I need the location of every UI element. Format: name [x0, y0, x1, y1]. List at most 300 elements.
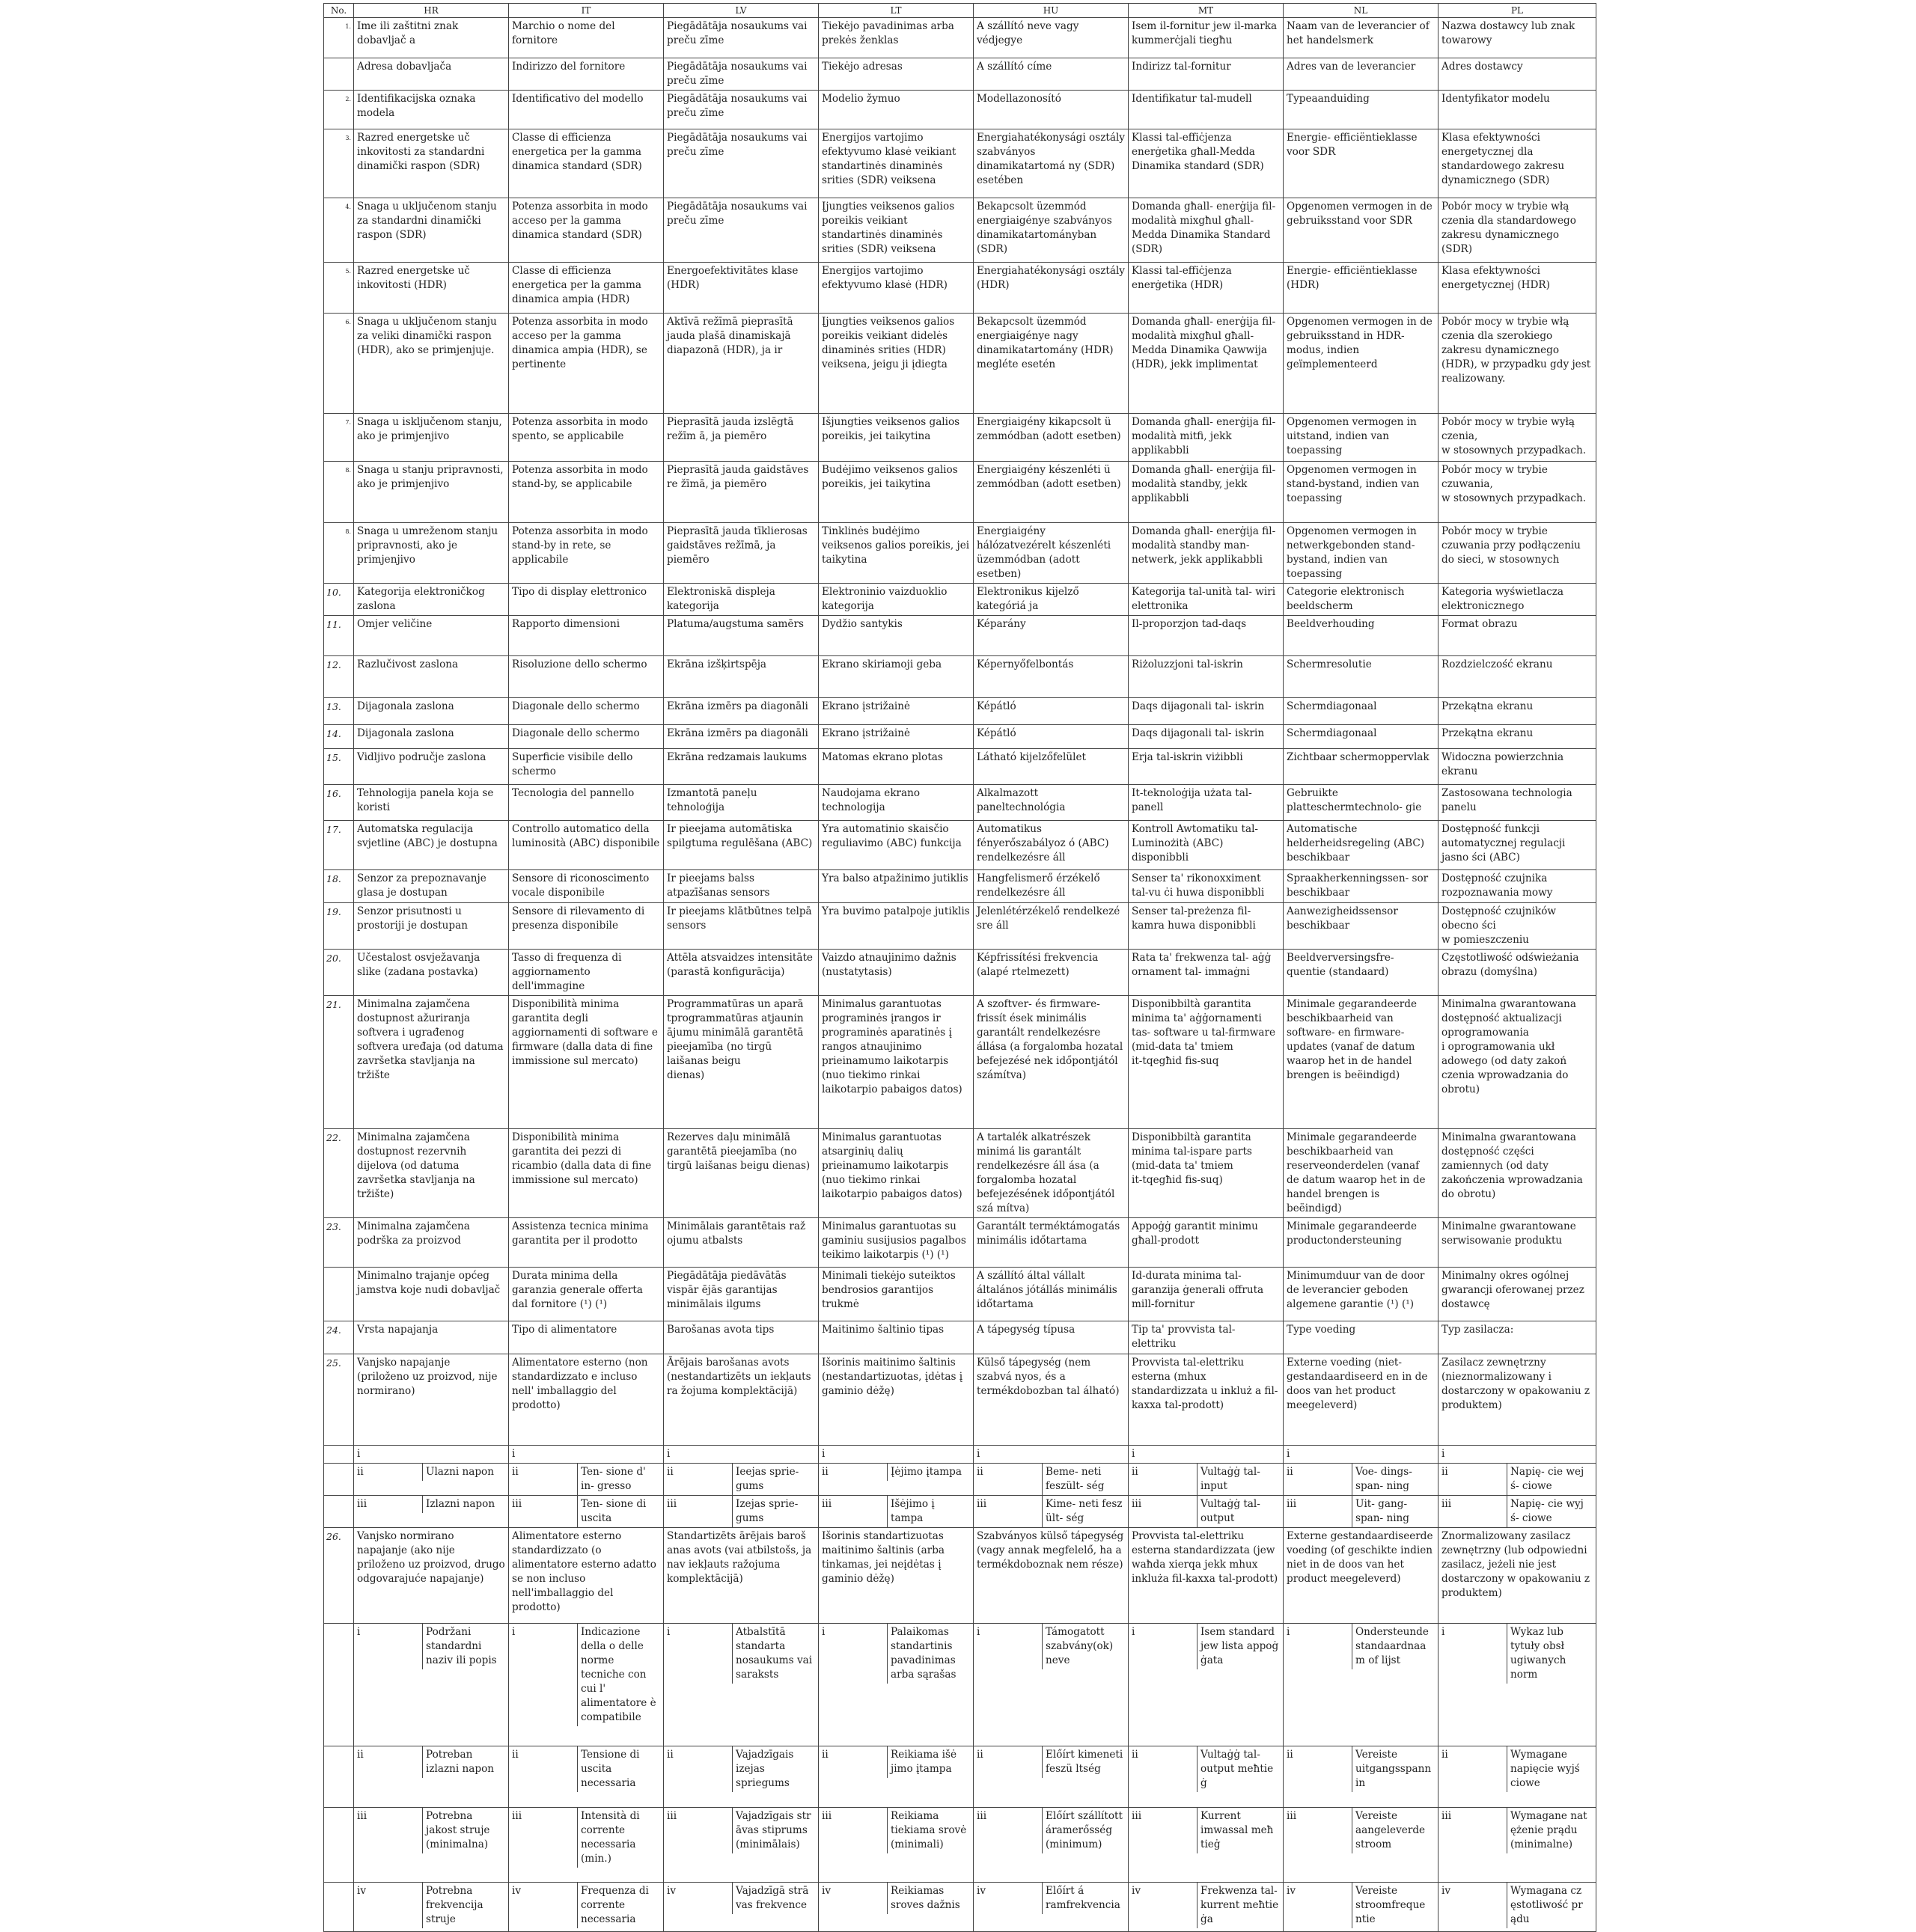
sub-label: Ondersteunde standaardnaa m of lijst — [1355, 1626, 1429, 1666]
sub-label: Uit- gang- span- ning — [1355, 1498, 1410, 1524]
cell-it: Marchio o nome del fornitore — [509, 18, 664, 58]
cell-lv-split — [664, 1883, 819, 1932]
row-number: 19. — [324, 903, 354, 950]
cell-pl: Pobór mocy w trybie czuwania, w stosownych przypadkach. — [1438, 462, 1596, 523]
row-number: 8. — [324, 462, 354, 523]
cell-hu: A szállító által vállalt általános jótállás minimális időtartama — [974, 1268, 1129, 1321]
row-number: 24. — [324, 1321, 354, 1354]
sub-label: Indicazione della o delle norme tecniche con cui l' alimentatore è compatibile — [581, 1626, 656, 1723]
header-lt: LT — [819, 4, 974, 18]
cell-lv-split — [664, 1746, 819, 1808]
cell-pl: Przekątna ekranu — [1438, 698, 1596, 725]
sub-index: i — [664, 1624, 733, 1684]
cell-hr: Snaga u uključenom stanju za veliki dinamički raspon (HDR), ako se primjenjuje. — [354, 314, 509, 414]
cell-nl: Categorie elektronisch beeldscherm — [1284, 584, 1438, 616]
sub-index: ii — [354, 1464, 423, 1481]
row-number — [324, 1883, 354, 1932]
cell-pl: Dostępność czujników obecno ści w pomieszczeniu — [1438, 903, 1596, 950]
cell-hu: Energiaigény kikapcsolt ü zemmódban (adott esetben) — [974, 414, 1129, 462]
cell-nl-split — [1284, 1883, 1438, 1932]
sub-index: iv — [664, 1883, 733, 1914]
cell-lv: Izmantotā paneļu tehnoloģija — [664, 785, 819, 821]
row-number — [324, 1464, 354, 1496]
sub-label: Izlazni napon — [426, 1498, 495, 1510]
cell-hr: Snaga u isključenom stanju, ako je primjenjivo — [354, 414, 509, 462]
cell-hr: Vanjsko napajanje (priloženo uz proizvod, nije normirano) — [354, 1354, 509, 1446]
sub-index: ii — [1284, 1464, 1352, 1495]
cell-lv: Piegādātāja piedāvātās vispār ējās garantijas minimālais ilgums — [664, 1268, 819, 1321]
table-row — [324, 725, 1596, 749]
cell-nl-split — [1284, 1496, 1438, 1528]
cell-pl-split — [1438, 1624, 1596, 1746]
sub-index: ii — [354, 1746, 423, 1778]
cell-lt: Tiekėjo adresas — [819, 58, 974, 91]
cell-hu: Képernyőfelbontás — [974, 656, 1129, 698]
cell-lv: Piegādātāja nosaukums vai preču zīme — [664, 58, 819, 91]
cell-it: Classe di efficienza energetica per la gamma dinamica ampia (HDR) — [509, 263, 664, 314]
cell-nl: Naam van de leverancier of het handelsmerk — [1284, 18, 1438, 58]
cell-it: Controllo automatico della luminosità (ABC) disponibile — [509, 821, 664, 870]
cell-hr: Vrsta napajanja — [354, 1321, 509, 1354]
table-row — [324, 903, 1596, 950]
sub-label: Napię- cie wej ś- ciowe — [1510, 1466, 1584, 1492]
table-row-sub — [324, 1464, 1596, 1496]
row-number: 15. — [324, 749, 354, 785]
cell-pl: Format obrazu — [1438, 616, 1596, 656]
sub-index: ii — [509, 1464, 578, 1495]
cell-lv: Ir pieejams balss atpazīšanas sensors — [664, 870, 819, 903]
cell-pl: Widoczna powierzchnia ekranu — [1438, 749, 1596, 785]
cell-hr-split — [354, 1464, 509, 1496]
cell-pl-split — [1438, 1883, 1596, 1932]
cell-hr: Tehnologija panela koja se koristi — [354, 785, 509, 821]
cell-pl-split — [1438, 1496, 1596, 1528]
cell-hu: Energiaigény készenléti ü zemmódban (adott esetben) — [974, 462, 1129, 523]
sub-label: Reikiama išė jimo įtampa — [891, 1749, 957, 1775]
cell-lt: Išjungties veiksenos galios poreikis, jei taikytina — [819, 414, 974, 462]
table-row — [324, 1129, 1596, 1218]
table-row — [324, 462, 1596, 523]
sub-index: iii — [1129, 1496, 1198, 1527]
sub-label: Vereiste stroomfreque ntie — [1355, 1885, 1426, 1925]
cell-mt-split — [1129, 1883, 1284, 1932]
cell-lv: Piegādātāja nosaukums vai preču zīme — [664, 91, 819, 129]
cell-lv-split — [664, 1464, 819, 1496]
cell-lt: Budėjimo veiksenos galios poreikis, jei taikytina — [819, 462, 974, 523]
cell-pl: Nazwa dostawcy lub znak towarowy — [1438, 18, 1596, 58]
row-number: 8. — [324, 523, 354, 584]
sub-label: Napię- cie wyj ś- ciowe — [1510, 1498, 1584, 1524]
cell-lv: Pieprasītā jauda gaidstāves re žīmā, ja piemēro — [664, 462, 819, 523]
cell-mt: Senser ta' rikonoxximent tal-vu ċi huwa disponibbli — [1129, 870, 1284, 903]
sub-label: Wymagane nat ężenie prądu (minimalne) — [1510, 1810, 1587, 1850]
cell-hu: Modellazonosító — [974, 91, 1129, 129]
cell-it: Diagonale dello schermo — [509, 725, 664, 749]
sub-index: iii — [819, 1808, 888, 1853]
cell-pl: Minimalna gwarantowana dostępność aktualizacji oprogramowania i oprogramowania ukł adowego (od daty zakoń czenia wprowadzania do obrotu) — [1438, 996, 1596, 1129]
cell-hu: Hangfelismerő érzékelő rendelkezésre áll — [974, 870, 1129, 903]
cell-nl: Minimale gegarandeerde productondersteuning — [1284, 1218, 1438, 1268]
cell-pl: Dostępność czujnika rozpoznawania mowy — [1438, 870, 1596, 903]
cell-hu: Képfrissítési frekvencia (alapé rtelmezett) — [974, 950, 1129, 996]
sub-index: iii — [1438, 1808, 1507, 1853]
cell-hr: Vidljivo područje zaslona — [354, 749, 509, 785]
sub-label: Ulazni napon — [426, 1466, 494, 1478]
cell-nl-split — [1284, 1808, 1438, 1883]
cell-hu: A szoftver- és firmware- frissít ések minimális garantált rendelkezésre állása (a forgalomba hozatal befejezésé nek időpontjától számítva) — [974, 996, 1129, 1129]
cell-nl: Energie- efficiëntieklasse voor SDR — [1284, 129, 1438, 198]
cell-hr-split — [354, 1496, 509, 1528]
cell-nl-i: i — [1284, 1446, 1438, 1464]
cell-hr: Minimalna zajamčena podrška za proizvod — [354, 1218, 509, 1268]
cell-hu-split — [974, 1883, 1129, 1932]
cell-nl: Opgenomen vermogen in uitstand, indien van toepassing — [1284, 414, 1438, 462]
sub-index: iv — [819, 1883, 888, 1914]
table-row-sub — [324, 1883, 1596, 1932]
sub-index: iv — [509, 1883, 578, 1928]
cell-mt: Tip ta' provvista tal- elettriku — [1129, 1321, 1284, 1354]
cell-mt-split — [1129, 1808, 1284, 1883]
cell-hu: Látható kijelzőfelület — [974, 749, 1129, 785]
table-row — [324, 263, 1596, 314]
cell-lt: Ekrano įstrižainė — [819, 698, 974, 725]
cell-nl: Adres van de leverancier — [1284, 58, 1438, 91]
cell-it: Sensore di riconoscimento vocale disponibile — [509, 870, 664, 903]
cell-lt: Minimali tiekėjo suteiktos bendrosios garantijos trukmė — [819, 1268, 974, 1321]
sub-label: Vajadzīgais str āvas stiprums (minimālais) — [736, 1810, 811, 1850]
cell-lt: Įjungties veiksenos galios poreikis veikiant didelės dinaminės srities (HDR) veiksena, jeigu ji įdiegta — [819, 314, 974, 414]
row-number: 12. — [324, 656, 354, 698]
cell-mt: It-teknoloġija użata tal- panell — [1129, 785, 1284, 821]
cell-lt: Yra balso atpažinimo jutiklis — [819, 870, 974, 903]
row-number: 21. — [324, 996, 354, 1129]
cell-hr: Razred energetske uč inkovitosti za standardni dinamički raspon (SDR) — [354, 129, 509, 198]
row-number: 14. — [324, 725, 354, 749]
cell-hr: Senzor za prepoznavanje glasa je dostupan — [354, 870, 509, 903]
cell-mt: Identifikatur tal-mudell — [1129, 91, 1284, 129]
cell-hu: A tartalék alkatrészek minimá lis garantált rendelkezésre áll ása (a forgalomba hozatal befejezésének időpontjától szá mítva) — [974, 1129, 1129, 1218]
cell-lv: Piegādātāja nosaukums vai preču zīme — [664, 129, 819, 198]
sub-label: Potreban izlazni napon — [426, 1749, 495, 1775]
cell-lt: Energijos vartojimo efektyvumo klasė veikiant standartinės dinaminės srities (SDR) veiksena — [819, 129, 974, 198]
sub-label: Ten- sione di uscita — [581, 1498, 647, 1524]
cell-mt-split — [1129, 1746, 1284, 1808]
cell-hu: Energiaigény hálózatvezérelt készenléti üzemmódban (adott esetben) — [974, 523, 1129, 584]
cell-hr: Snaga u umreženom stanju pripravnosti, ako je primjenjivo — [354, 523, 509, 584]
cell-hr-split — [354, 1746, 509, 1808]
cell-lt: Minimalus garantuotas atsarginių dalių prieinamumo laikotarpis (nuo tiekimo rinkai laikotarpio pabaigos datos) — [819, 1129, 974, 1218]
sub-label: Frekwenza tal-kurrent meħtie ġa — [1200, 1885, 1279, 1925]
header-mt: MT — [1129, 4, 1284, 18]
cell-mt: Rata ta' frekwenza tal- aġġ ornament tal- immaġni — [1129, 950, 1284, 996]
sub-index: iii — [1438, 1496, 1507, 1527]
sub-index: iv — [1438, 1883, 1507, 1928]
sub-label: Vultaġġ tal- output — [1200, 1498, 1260, 1524]
sub-index: i — [1129, 1624, 1198, 1669]
sub-index: iii — [509, 1496, 578, 1527]
sub-label: Ieejas sprie- gums — [736, 1466, 799, 1492]
cell-lv: Aktīvā režīmā pieprasītā jauda plašā dinamiskajā diapazonā (HDR), ja ir — [664, 314, 819, 414]
cell-lt: Išorinis standartizuotas maitinimo šaltinis (arba tinkamas, jei neįdėtas į gaminio dėžę) — [819, 1528, 974, 1624]
sub-label: Izejas sprie- gums — [736, 1498, 799, 1524]
cell-lt: Įjungties veiksenos galios poreikis veikiant standartinės dinaminės srities (SDR) veiksena — [819, 198, 974, 263]
sub-label: Potrebna frekvencija struje — [426, 1885, 483, 1925]
sub-label: Wymagane napięcie wyjś ciowe — [1510, 1749, 1580, 1789]
sub-label: Előírt szállított áramerősség (minimum) — [1046, 1810, 1123, 1850]
sub-label: Kime- neti fesz ült- ség — [1046, 1498, 1123, 1524]
cell-nl: Typeaanduiding — [1284, 91, 1438, 129]
cell-hu-split — [974, 1624, 1129, 1746]
table-row — [324, 91, 1596, 129]
cell-lt: Yra buvimo patalpoje jutiklis — [819, 903, 974, 950]
sub-index: iii — [354, 1808, 423, 1853]
cell-hu: Energiahatékonysági osztály (HDR) — [974, 263, 1129, 314]
cell-lt-split — [819, 1464, 974, 1496]
cell-mt: Domanda għall- enerġija fil-modalità standby man-netwerk, jekk applikabbli — [1129, 523, 1284, 584]
cell-hr: Senzor prisutnosti u prostoriji je dostupan — [354, 903, 509, 950]
cell-it: Potenza assorbita in modo spento, se applicabile — [509, 414, 664, 462]
cell-hu: Képátló — [974, 698, 1129, 725]
sub-label: Vultaġġ tal-output meħtie ġ — [1200, 1749, 1274, 1789]
cell-nl: Schermdiagonaal — [1284, 698, 1438, 725]
cell-nl: Opgenomen vermogen in de gebruiksstand voor SDR — [1284, 198, 1438, 263]
sub-index: iii — [974, 1808, 1043, 1853]
cell-nl: Energie- efficiëntieklasse (HDR) — [1284, 263, 1438, 314]
cell-nl: Zichtbaar schermoppervlak — [1284, 749, 1438, 785]
sub-label: Frequenza di corrente necessaria — [581, 1885, 649, 1925]
row-number: 17. — [324, 821, 354, 870]
cell-pl: Minimalna gwarantowana dostępność części zamiennych (od daty zakończenia wprowadzania do obrotu) — [1438, 1129, 1596, 1218]
row-number: 11. — [324, 616, 354, 656]
cell-it: Tecnologia del pannello — [509, 785, 664, 821]
cell-nl: Beeldverhouding — [1284, 616, 1438, 656]
cell-it: Potenza assorbita in modo stand-by in rete, se applicabile — [509, 523, 664, 584]
cell-lv: Piegādātāja nosaukums vai preču zīme — [664, 18, 819, 58]
cell-it-split — [509, 1883, 664, 1932]
cell-mt-i: i — [1129, 1446, 1284, 1464]
cell-nl-split — [1284, 1746, 1438, 1808]
cell-lt: Išorinis maitinimo šaltinis (nestandartizuotas, įdėtas į gaminio dėžę) — [819, 1354, 974, 1446]
cell-hu: Alkalmazott paneltechnológia — [974, 785, 1129, 821]
product-information-table — [323, 3, 1596, 1932]
table-row-sub — [324, 1624, 1596, 1746]
sub-label: Reikiamas sroves dažnis — [891, 1885, 960, 1911]
cell-hr-split — [354, 1808, 509, 1883]
cell-hu: Képátló — [974, 725, 1129, 749]
row-number: 20. — [324, 950, 354, 996]
cell-hu-split — [974, 1464, 1129, 1496]
sub-index: iii — [354, 1496, 423, 1513]
row-number: 5. — [324, 263, 354, 314]
table-row — [324, 749, 1596, 785]
header-pl: PL — [1438, 4, 1596, 18]
cell-lv: Elektroniskā displeja kategorija — [664, 584, 819, 616]
cell-it-split — [509, 1464, 664, 1496]
sub-index: ii — [509, 1746, 578, 1792]
cell-lt: Minimalus garantuotas su gaminiu susijusios pagalbos teikimo laikotarpis (¹) (¹) — [819, 1218, 974, 1268]
cell-pl: Klasa efektywności energetycznej (HDR) — [1438, 263, 1596, 314]
cell-mt: Riżoluzzjoni tal-iskrin — [1129, 656, 1284, 698]
sub-index: iv — [354, 1883, 423, 1928]
cell-hr: Adresa dobavljača — [354, 58, 509, 91]
cell-nl: Spraakherkenningssen- sor beschikbaar — [1284, 870, 1438, 903]
cell-hr: Dijagonala zaslona — [354, 698, 509, 725]
cell-it: Potenza assorbita in modo acceso per la gamma dinamica ampia (HDR), se pertinente — [509, 314, 664, 414]
table-row — [324, 1268, 1596, 1321]
row-number — [324, 1808, 354, 1883]
row-number: 2. — [324, 91, 354, 129]
cell-pl: Minimalny okres ogólnej gwarancji oferowanej przez dostawcę — [1438, 1268, 1596, 1321]
row-number: 23. — [324, 1218, 354, 1268]
header-hr: HR — [354, 4, 509, 18]
row-number — [324, 1268, 354, 1321]
cell-it-split — [509, 1624, 664, 1746]
cell-it: Risoluzione dello schermo — [509, 656, 664, 698]
header-nl: NL — [1284, 4, 1438, 18]
row-number: 26. — [324, 1528, 354, 1624]
table-row — [324, 314, 1596, 414]
cell-lv: Energoefektivitātes klase (HDR) — [664, 263, 819, 314]
cell-pl: Przekątna ekranu — [1438, 725, 1596, 749]
cell-nl: Aanwezigheidssensor beschikbaar — [1284, 903, 1438, 950]
sub-index: ii — [664, 1464, 733, 1495]
row-number: 16. — [324, 785, 354, 821]
table-row — [324, 1528, 1596, 1624]
sub-index: ii — [1129, 1746, 1198, 1792]
sub-label: Potrebna jakost struje (minimalna) — [426, 1810, 490, 1850]
table-row — [324, 656, 1596, 698]
cell-lt-split — [819, 1808, 974, 1883]
sub-index: i — [819, 1624, 888, 1684]
sub-label: Vajadzīgais izejas spriegums — [736, 1749, 794, 1789]
table-row-sub — [324, 1446, 1596, 1464]
cell-hu: Jelenlétérzékelő rendelkezé sre áll — [974, 903, 1129, 950]
cell-hu: Szabványos külső tápegység (vagy annak megfelelő, ha a termékdoboznak nem része) — [974, 1528, 1129, 1624]
sub-index: iii — [664, 1496, 733, 1527]
cell-nl: Gebruikte platteschermtechnolo- gie — [1284, 785, 1438, 821]
sub-index: ii — [974, 1746, 1043, 1778]
cell-it: Tasso di frequenza di aggiornamento dell'immagine — [509, 950, 664, 996]
sub-index: i — [1438, 1624, 1507, 1684]
table-row — [324, 198, 1596, 263]
sub-label: Wykaz lub tytuły obsł ugiwanych norm — [1510, 1626, 1566, 1681]
cell-lt: Naudojama ekrano technologija — [819, 785, 974, 821]
cell-nl: Beeldverversingsfre- quentie (standaard) — [1284, 950, 1438, 996]
cell-lv-i: i — [664, 1446, 819, 1464]
cell-hr: Minimalna zajamčena dostupnost rezervnih dijelova (od datuma završetka stavljanja na tržište) — [354, 1129, 509, 1218]
cell-nl-split — [1284, 1624, 1438, 1746]
header-no: No. — [324, 4, 354, 18]
cell-nl: Opgenomen vermogen in netwerkgebonden stand-bystand, indien van toepassing — [1284, 523, 1438, 584]
cell-hu: Energiahatékonysági osztály szabványos dinamikatartomá ny (SDR) esetében — [974, 129, 1129, 198]
cell-mt-split — [1129, 1496, 1284, 1528]
cell-lv: Piegādātāja nosaukums vai preču zīme — [664, 198, 819, 263]
sub-index: ii — [664, 1746, 733, 1792]
cell-hr: Minimalno trajanje općeg jamstva koje nudi dobavljač — [354, 1268, 509, 1321]
cell-it: Tipo di alimentatore — [509, 1321, 664, 1354]
cell-lv: Ir pieejama automātiska spilgtuma regulēšana (ABC) — [664, 821, 819, 870]
cell-lv-split — [664, 1496, 819, 1528]
cell-lt: Maitinimo šaltinio tipas — [819, 1321, 974, 1354]
cell-hr-split — [354, 1624, 509, 1746]
cell-lv: Programmatūras un aparā tprogrammatūras atjaunin ājumu minimālā garantētā pieejamība (no tirgū laišanas beigu dienas) — [664, 996, 819, 1129]
cell-hu-i: i — [974, 1446, 1129, 1464]
cell-lv: Ekrāna izšķirtspēja — [664, 656, 819, 698]
cell-pl: Znormalizowany zasilacz zewnętrzny (lub odpowiedni zasilacz, jeżeli nie jest dostarczony w opakowaniu z produktem) — [1438, 1528, 1596, 1624]
cell-nl-split — [1284, 1464, 1438, 1496]
table-row — [324, 616, 1596, 656]
cell-hr: Dijagonala zaslona — [354, 725, 509, 749]
cell-lv: Ārējais barošanas avots (nestandartizēts un iekļauts ra žojuma komplektācijā) — [664, 1354, 819, 1446]
sub-index: iii — [1284, 1496, 1352, 1527]
cell-pl: Pobór mocy w trybie włą czenia dla standardowego zakresu dynamicznego (SDR) — [1438, 198, 1596, 263]
cell-lt: Modelio žymuo — [819, 91, 974, 129]
cell-pl: Klasa efektywności energetycznej dla standardowego zakresu dynamicznego (SDR) — [1438, 129, 1596, 198]
row-number: 1. — [324, 18, 354, 58]
sub-index: ii — [1129, 1464, 1198, 1495]
cell-lv: Platuma/augstuma samērs — [664, 616, 819, 656]
cell-it-split — [509, 1808, 664, 1883]
cell-it: Sensore di rilevamento di presenza disponibile — [509, 903, 664, 950]
cell-hr: Identifikacijska oznaka modela — [354, 91, 509, 129]
cell-hu: A szállító neve vagy védjegye — [974, 18, 1129, 58]
cell-mt: Id-durata minima tal-garanzija ġenerali offruta mill-fornitur — [1129, 1268, 1284, 1321]
cell-hr: Kategorija elektroničkog zaslona — [354, 584, 509, 616]
cell-hu: A szállító címe — [974, 58, 1129, 91]
cell-nl: Opgenomen vermogen in stand-bystand, indien van toepassing — [1284, 462, 1438, 523]
cell-lv: Ekrāna redzamais laukums — [664, 749, 819, 785]
cell-mt: Domanda għall- enerġija fil-modalità standby, jekk applikabbli — [1129, 462, 1284, 523]
sub-label: Voe- dings- span- ning — [1355, 1466, 1412, 1492]
cell-hr: Razred energetske uč inkovitosti (HDR) — [354, 263, 509, 314]
row-number — [324, 1446, 354, 1464]
row-number: 3. — [324, 129, 354, 198]
cell-it: Indirizzo del fornitore — [509, 58, 664, 91]
sub-index: iv — [1284, 1883, 1352, 1928]
cell-it: Tipo di display elettronico — [509, 584, 664, 616]
cell-lt: Matomas ekrano plotas — [819, 749, 974, 785]
cell-it: Alimentatore esterno standardizzato (o alimentatore esterno adatto se non incluso nell'imballaggio del prodotto) — [509, 1528, 664, 1624]
cell-lv: Ekrāna izmērs pa diagonāli — [664, 698, 819, 725]
cell-mt: Il-proporzjon tad-daqs — [1129, 616, 1284, 656]
cell-lt: Ekrano įstrižainė — [819, 725, 974, 749]
cell-hr-i: i — [354, 1446, 509, 1464]
cell-lv: Pieprasītā jauda izslēgtā režīm ā, ja piemēro — [664, 414, 819, 462]
row-number — [324, 1496, 354, 1528]
table-row — [324, 996, 1596, 1129]
cell-it: Superficie visibile dello schermo — [509, 749, 664, 785]
cell-pl-split — [1438, 1808, 1596, 1883]
row-number: 7. — [324, 414, 354, 462]
table-row — [324, 821, 1596, 870]
sub-index: iii — [1129, 1808, 1198, 1853]
cell-nl: Minimale gegarandeerde beschikbaarheid van software- en firmware-updates (vanaf de datum waarop het in de handel brengen is beëindigd) — [1284, 996, 1438, 1129]
table-row — [324, 870, 1596, 903]
sub-label: Atbalstītā standarta nosaukums vai saraksts — [736, 1626, 813, 1681]
cell-it: Durata minima della garanzia generale offerta dal fornitore (¹) (¹) — [509, 1268, 664, 1321]
cell-mt: Appoġġ garantit minimu għall-prodott — [1129, 1218, 1284, 1268]
sub-index: i — [354, 1624, 423, 1669]
cell-hr: Minimalna zajamčena dostupnost ažuriranja softvera i ugrađenog softvera uređaja (od datuma završetka stavljanja na tržište — [354, 996, 509, 1129]
cell-lv: Standartizēts ārējais baroš anas avots (vai atbilstošs, ja nav iekļauts ražojuma komplektācijā) — [664, 1528, 819, 1624]
sub-label: Tensione di uscita necessaria — [581, 1749, 640, 1789]
cell-mt: Daqs dijagonali tal- iskrin — [1129, 725, 1284, 749]
row-number: 18. — [324, 870, 354, 903]
sub-index: i — [1284, 1624, 1352, 1669]
cell-pl: Pobór mocy w trybie włą czenia dla szerokiego zakresu dynamicznego (HDR), w przypadku gdy jest realizowany. — [1438, 314, 1596, 414]
cell-hu: Bekapcsolt üzemmód energiaigénye szabványos dinamikatartományban (SDR) — [974, 198, 1129, 263]
cell-it: Assistenza tecnica minima garantita per il prodotto — [509, 1218, 664, 1268]
